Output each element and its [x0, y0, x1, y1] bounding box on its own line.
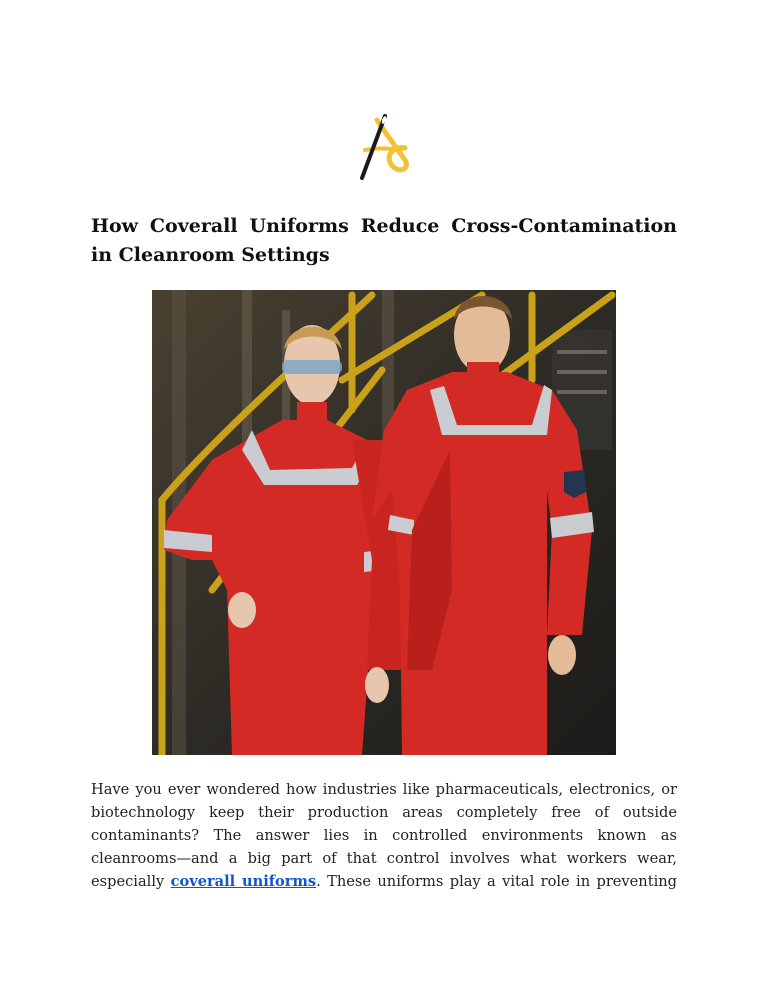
hero-image-workers-in-coveralls: [152, 290, 616, 755]
needle-thread-logo-icon: [355, 112, 415, 182]
intro-text-after-link: . These uniforms play a vital role in preventing: [316, 873, 677, 890]
article-title: How Coverall Uniforms Reduce Cross-Contamination in Cleanroom Settings: [91, 215, 677, 266]
intro-paragraph: [91, 778, 677, 893]
intro-text-before-link: Have you ever wondered how industries like pharmaceuticals, electronics, or biotechnology keep their production areas completely free of outside contaminants? The answer lies in controlled environments known as cleanrooms—and a big part of that control involves what workers wear, especially: [91, 781, 677, 890]
coverall-uniforms-link[interactable]: coverall uniforms: [170, 873, 317, 890]
